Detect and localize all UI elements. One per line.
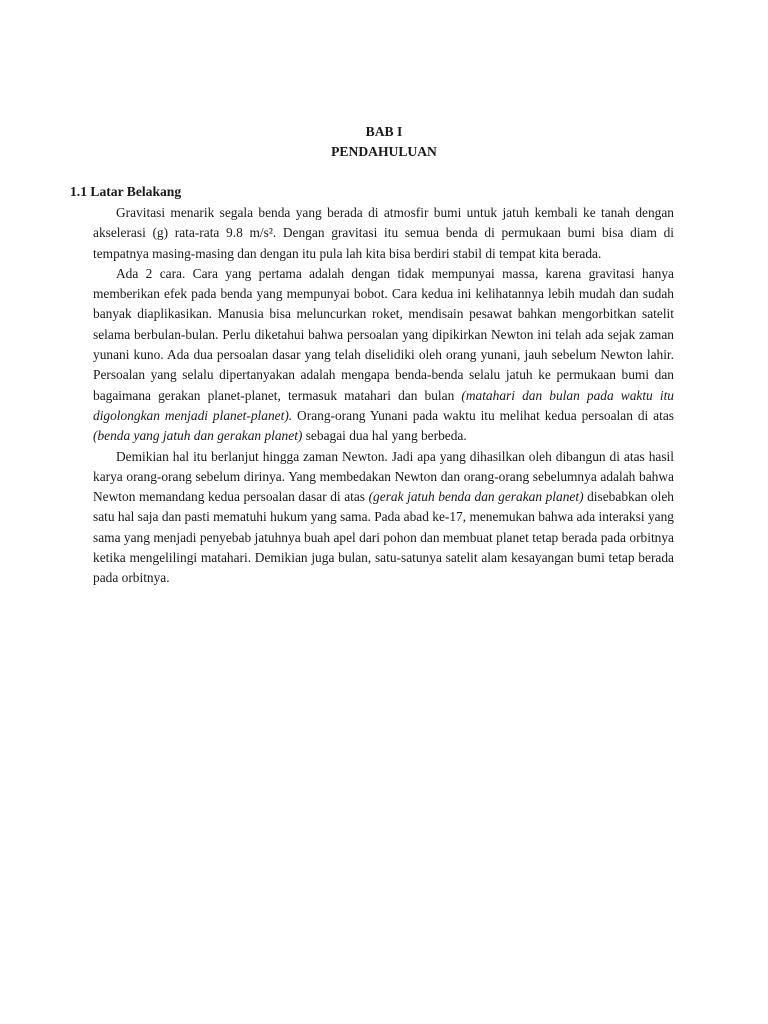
paragraph-3-text-1: Demikian hal itu berlanjut hingga zaman Newton. Jadi apa yang dihasilkan oleh dibangun di atas hasil karya orang-orang sebelum dirinya. Yang membedakan Newton dan orang-orang sebelumnya adalah bahwa Newton memandang kedua persoalan dasar di atas bbox=[93, 448, 674, 505]
paragraph-2-italic-2: (benda yang jatuh dan gerakan planet) bbox=[93, 428, 303, 444]
paragraph-2-text-2: Orang-orang Yunani pada waktu itu melihat kedua persoalan di atas bbox=[292, 407, 674, 423]
paragraph-3-italic-1: (gerak jatuh benda dan gerakan planet) bbox=[368, 489, 584, 505]
paragraph-2-italic-1: (matahari dan bulan pada waktu itu digolongkan menjadi planet-planet). bbox=[93, 387, 674, 423]
section-body bbox=[93, 203, 674, 589]
paragraph-2-text-3: sebagai dua hal yang berbeda. bbox=[302, 428, 467, 444]
paragraph-3 bbox=[93, 447, 674, 589]
paragraph-1: Gravitasi menarik segala benda yang berada di atmosfir bumi untuk jatuh kembali ke tanah dengan akselerasi (g) rata-rata 9.8 m/s². Dengan gravitasi itu semua benda di permukaan bumi bisa diam di tempatnya masing-masing dan dengan itu pula lah kita bisa berdiri stabil di tempat kita berada. bbox=[93, 205, 674, 261]
chapter-title: PENDAHULUAN bbox=[331, 144, 437, 159]
paragraph-2 bbox=[93, 264, 674, 447]
chapter-number: BAB I bbox=[365, 124, 403, 139]
paragraph-3-text-2: disebabkan oleh satu hal saja dan pasti mematuhi hukum yang sama. Pada abad ke-17, menemukan bahwa ada interaksi yang sama yang menjadi penyebab jatuhnya buah apel dari pohon dan membuat planet tetap berada pada orbitnya ketika mengelilingi matahari. Demikian juga bulan, satu-satunya satelit alam kesayangan bumi tetap berada pada orbitnya. bbox=[93, 489, 674, 586]
paragraph-2-text-1: Ada 2 cara. Cara yang pertama adalah dengan tidak mempunyai massa, karena gravitasi hanya memberikan efek pada benda yang mempunyai bobot. Cara kedua ini kelihatannya lebih mudah dan sudah banyak diaplikasikan. Manusia bisa meluncurkan roket, mendisain pesawat bahkan mengorbitkan satelit selama berbulan-bulan. Perlu diketahui bahwa persoalan yang dipikirkan Newton ini telah ada sejak zaman yunani kuno. Ada dua persoalan dasar yang telah diselidiki oleh orang yunani, jauh sebelum Newton lahir. Persoalan yang selalu dipertanyakan adalah mengapa benda-benda selalu jatuh ke permukaan bumi dan bagaimana gerakan planet-planet, termasuk matahari dan bulan bbox=[93, 265, 674, 403]
section-heading: 1.1 Latar Belakang bbox=[70, 184, 182, 199]
